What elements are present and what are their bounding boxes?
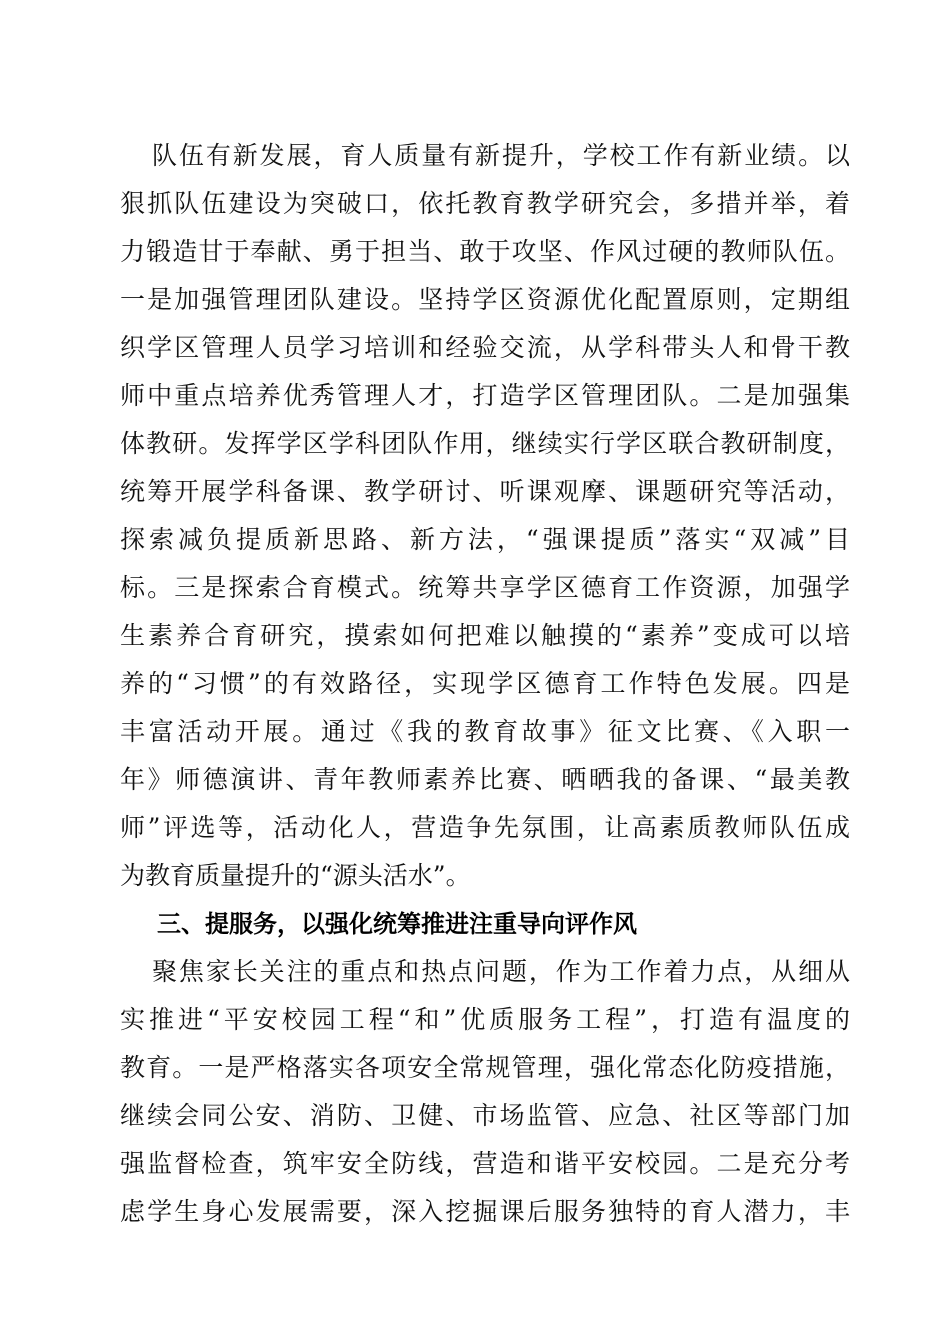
section-line-4: 继续会同公安、消防、卫健、市场监管、应急、社区等部门加 <box>120 1101 850 1130</box>
body-line-6: 师中重点培养优秀管理人才，打造学区管理团队。二是加强集 <box>120 381 850 410</box>
body-line-9: 探索减负提质新思路、新方法，“强课提质”落实“双减”目 <box>120 525 850 554</box>
body-line-11: 生素养合育研究，摸索如何把难以触摸的“素养”变成可以培 <box>120 621 850 650</box>
body-line-12: 养的“习惯”的有效路径，实现学区德育工作特色发展。四是 <box>120 669 850 698</box>
body-line-14: 年》师德演讲、青年教师素养比赛、晒晒我的备课、“最美教 <box>120 765 850 794</box>
section-line-3: 教育。一是严格落实各项安全常规管理，强化常态化防疫措施， <box>120 1053 850 1082</box>
body-line-16: 为教育质量提升的“源头活水”。 <box>120 861 471 890</box>
body-line-13: 丰富活动开展。通过《我的教育故事》征文比赛、《入职一 <box>120 717 850 746</box>
body-line-8: 统筹开展学科备课、教学研讨、听课观摩、课题研究等活动， <box>120 477 850 506</box>
section-line-2: 实推进“平安校园工程“和”优质服务工程”，打造有温度的 <box>120 1005 850 1034</box>
body-line-7: 体教研。发挥学区学科团队作用，继续实行学区联合教研制度， <box>120 429 850 458</box>
section-line-6: 虑学生身心发展需要，深入挖掘课后服务独特的育人潜力，丰 <box>120 1197 850 1226</box>
body-line-4: 一是加强管理团队建设。坚持学区资源优化配置原则，定期组 <box>120 285 850 314</box>
body-line-1: 队伍有新发展，育人质量有新提升，学校工作有新业绩。以 <box>152 141 850 170</box>
section-line-1: 聚焦家长关注的重点和热点问题，作为工作着力点，从细从 <box>152 957 850 986</box>
section-line-5: 强监督检查，筑牢安全防线，营造和谐平安校园。二是充分考 <box>120 1149 850 1178</box>
body-line-5: 织学区管理人员学习培训和经验交流，从学科带头人和骨干教 <box>120 333 850 362</box>
body-line-2: 狠抓队伍建设为突破口，依托教育教学研究会，多措并举，着 <box>120 189 850 218</box>
body-line-3: 力锻造甘于奉献、勇于担当、敢于攻坚、作风过硬的教师队伍。 <box>120 237 850 266</box>
section-heading: 三、提服务，以强化统筹推进注重导向评作风 <box>157 910 637 938</box>
body-line-10: 标。三是探索合育模式。统筹共享学区德育工作资源，加强学 <box>120 573 850 602</box>
body-line-15: 师”评选等，活动化人，营造争先氛围，让高素质教师队伍成 <box>120 813 850 842</box>
